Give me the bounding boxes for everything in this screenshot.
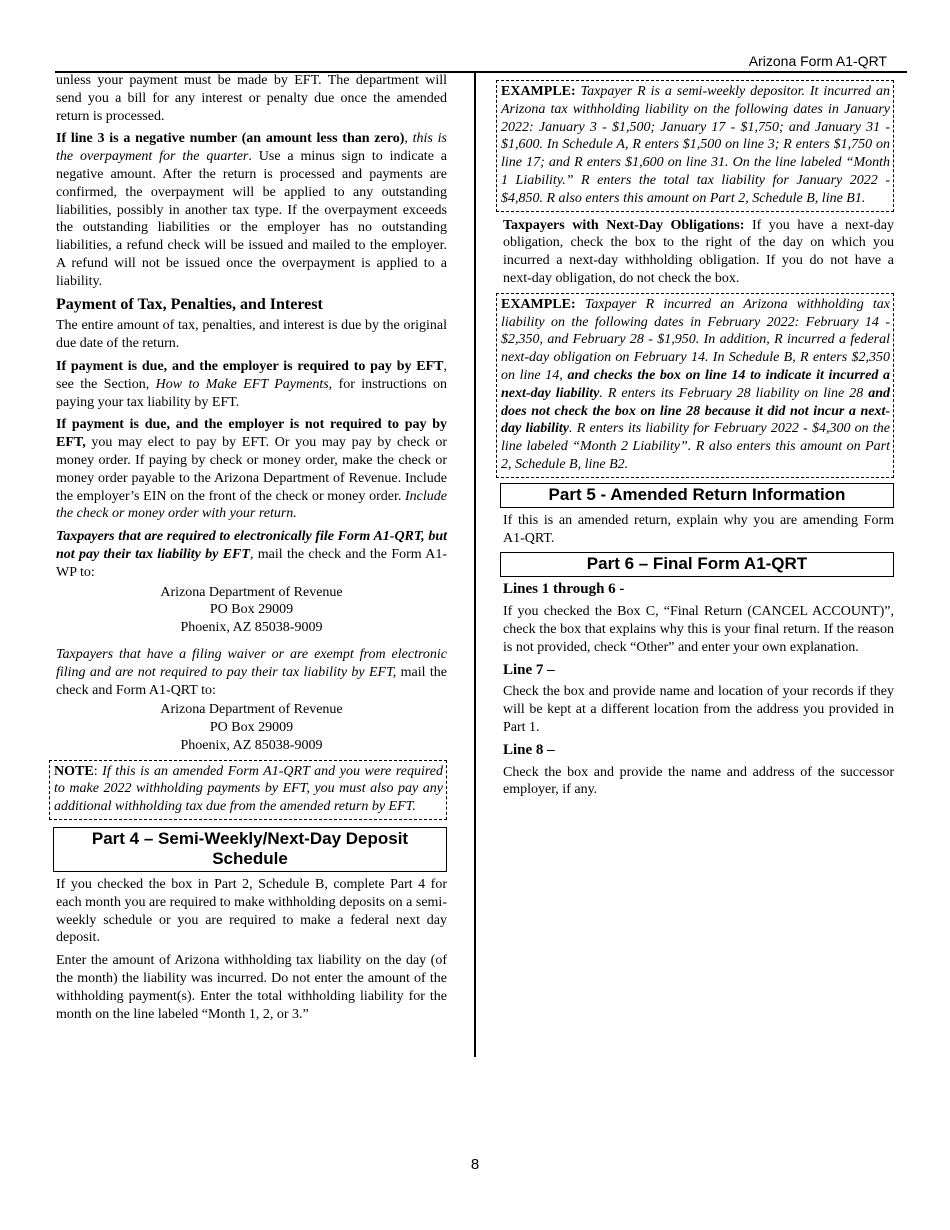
paragraph-line-7: Check the box and provide name and location of your records if they will be kept at a different location from the address you provided in Part 1. (503, 684, 894, 735)
paragraph-due-date: The entire amount of tax, penalties, and interest is due by the original due date of the return. (56, 318, 447, 352)
paragraph-negative-line3: If line 3 is a negative number (an amount less than zero), this is the overpayment for the quarter. Use a minus sign to indicate a negative amount. After the return is processed and payments are confirmed, the overpayment will be applied to any outstanding liabilities, possibly in another tax type. If the overpayment exceeds the outstanding liabilities or the employer has no outstanding liabilities, a refund check will be issued and mailed to the employer. A refund will not be issued once the overpayment is applied to a liability. (56, 131, 447, 289)
paragraph-next-day: Taxpayers with Next-Day Obligations: If you have a next-day obligation, check the box to the right of the day on which you incurred a next-day withholding obligation. If you do not have a next-day obligation, do not check the box. (503, 217, 895, 286)
paragraph-line-8: Check the box and provide the name and address of the successor employer, if any. (503, 764, 894, 798)
column-divider (474, 72, 476, 1057)
right-column (503, 80, 894, 804)
paragraph-lines-1-6: If you checked the Box C, “Final Return (CANCEL ACCOUNT)”, check the box that explains why this is your final return. If the reason is not provided, check “Other” and enter your own explanation. (503, 604, 894, 655)
page-number: 8 (470, 1156, 480, 1173)
paragraph-eft-required: If payment is due, and the employer is required to pay by EFT, see the Section, How to Make EFT Payments, for instructions on paying your tax liability by EFT. (56, 358, 448, 410)
paragraph-efile-no-eft: Taxpayers that are required to electronically file Form A1-QRT, but not pay their tax liability by EFT, mail the check and the Form A1-WP to: (56, 529, 447, 580)
paragraph-part4-liability: Enter the amount of Arizona withholding tax liability on the day (of the month) the liability was incurred. Do not enter the amount of the withholding payment(s). Enter the total withholding liability for the month on the line labeled “Month 1, 2, or 3.” (56, 953, 447, 1022)
example-box-1: EXAMPLE: Taxpayer R is a semi-weekly depositor. It incurred an Arizona tax withholding liability on the following dates in January 2022: January 3 - $1,500; January 17 - $1,750; and January 31 - $1,600. In Schedule A, R enters $1,500 on line 3; R enters $1,750 on line 17; and R enters $1,600 on line 31. On the line labeled “Month 1 Liability.” R enters the total tax liability for January 2022 - $4,850. R also enters this amount on Part 2, Schedule B, line B1. (496, 80, 894, 212)
form-header-title: Arizona Form A1-QRT (748, 53, 887, 69)
example-box-2: EXAMPLE: Taxpayer R incurred an Arizona withholding tax liability on the following dates in February 2022: February 14 - $2,350, and February 28 - $1,950. In addition, R incurred a federal next-day obligation on February 14. In Schedule B, R enters $2,350 on line 14, and checks the box on line 14 to indicate it incurred a next-day liability. R enters its February 28 liability on line 28 and does not check the box on line 28 because it did not incur a next-day liability. R enters its liability for February 2022 - $4,300 on the line labeled “Month 2 Liability”. R also enters this amount on Part 2, Schedule B, line B2. (496, 293, 894, 478)
note-box: NOTE: If this is an amended Form A1-QRT and you were required to make 2022 withholding payments by EFT, you must also pay any additional withholding tax due from the amended return by EFT. (49, 760, 447, 820)
paragraph-eft-not-required: If payment is due, and the employer is not required to pay by EFT, you may elect to pay by EFT. Or you may pay by check or money order. If paying by check or money order, make the check or money order payable to the Arizona Department of Revenue. Include the employer’s EIN on the front of the check or money order. Include the check or money order with your return. (56, 417, 447, 522)
heading-lines-1-6: Lines 1 through 6 - (503, 581, 625, 598)
paragraph-filing-waiver: Taxpayers that have a filing waiver or are exempt from electronic filing and are not required to pay their tax liability by EFT, mail the check and Form A1-QRT to: (56, 646, 447, 698)
left-column (56, 72, 447, 1028)
part4-title: Part 4 – Semi-Weekly/Next-Day Deposit Schedule (53, 827, 447, 872)
part6-title: Part 6 – Final Form A1-QRT (500, 552, 894, 577)
mailing-address-2: Arizona Department of Revenue PO Box 29009 Phoenix, AZ 85038-9009 (160, 702, 343, 753)
heading-payment-of-tax: Payment of Tax, Penalties, and Interest (56, 295, 323, 313)
paragraph-amended-explain: If this is an amended return, explain why you are amending Form A1-QRT. (503, 512, 894, 546)
heading-line-7: Line 7 – (503, 661, 555, 678)
heading-line-8: Line 8 – (503, 741, 555, 758)
mailing-address-1: Arizona Department of Revenue PO Box 29009 Phoenix, AZ 85038-9009 (160, 584, 343, 636)
part5-title: Part 5 - Amended Return Information (500, 483, 894, 508)
paragraph-part4-intro: If you checked the box in Part 2, Schedule B, complete Part 4 for each month you are required to make withholding deposits on a semi-weekly schedule or you are required to make a federal next day deposit. (56, 877, 447, 946)
paragraph-amended-payment: unless your payment must be made by EFT. The department will send you a bill for any interest or penalty due once the amended return is processed. (56, 73, 447, 124)
